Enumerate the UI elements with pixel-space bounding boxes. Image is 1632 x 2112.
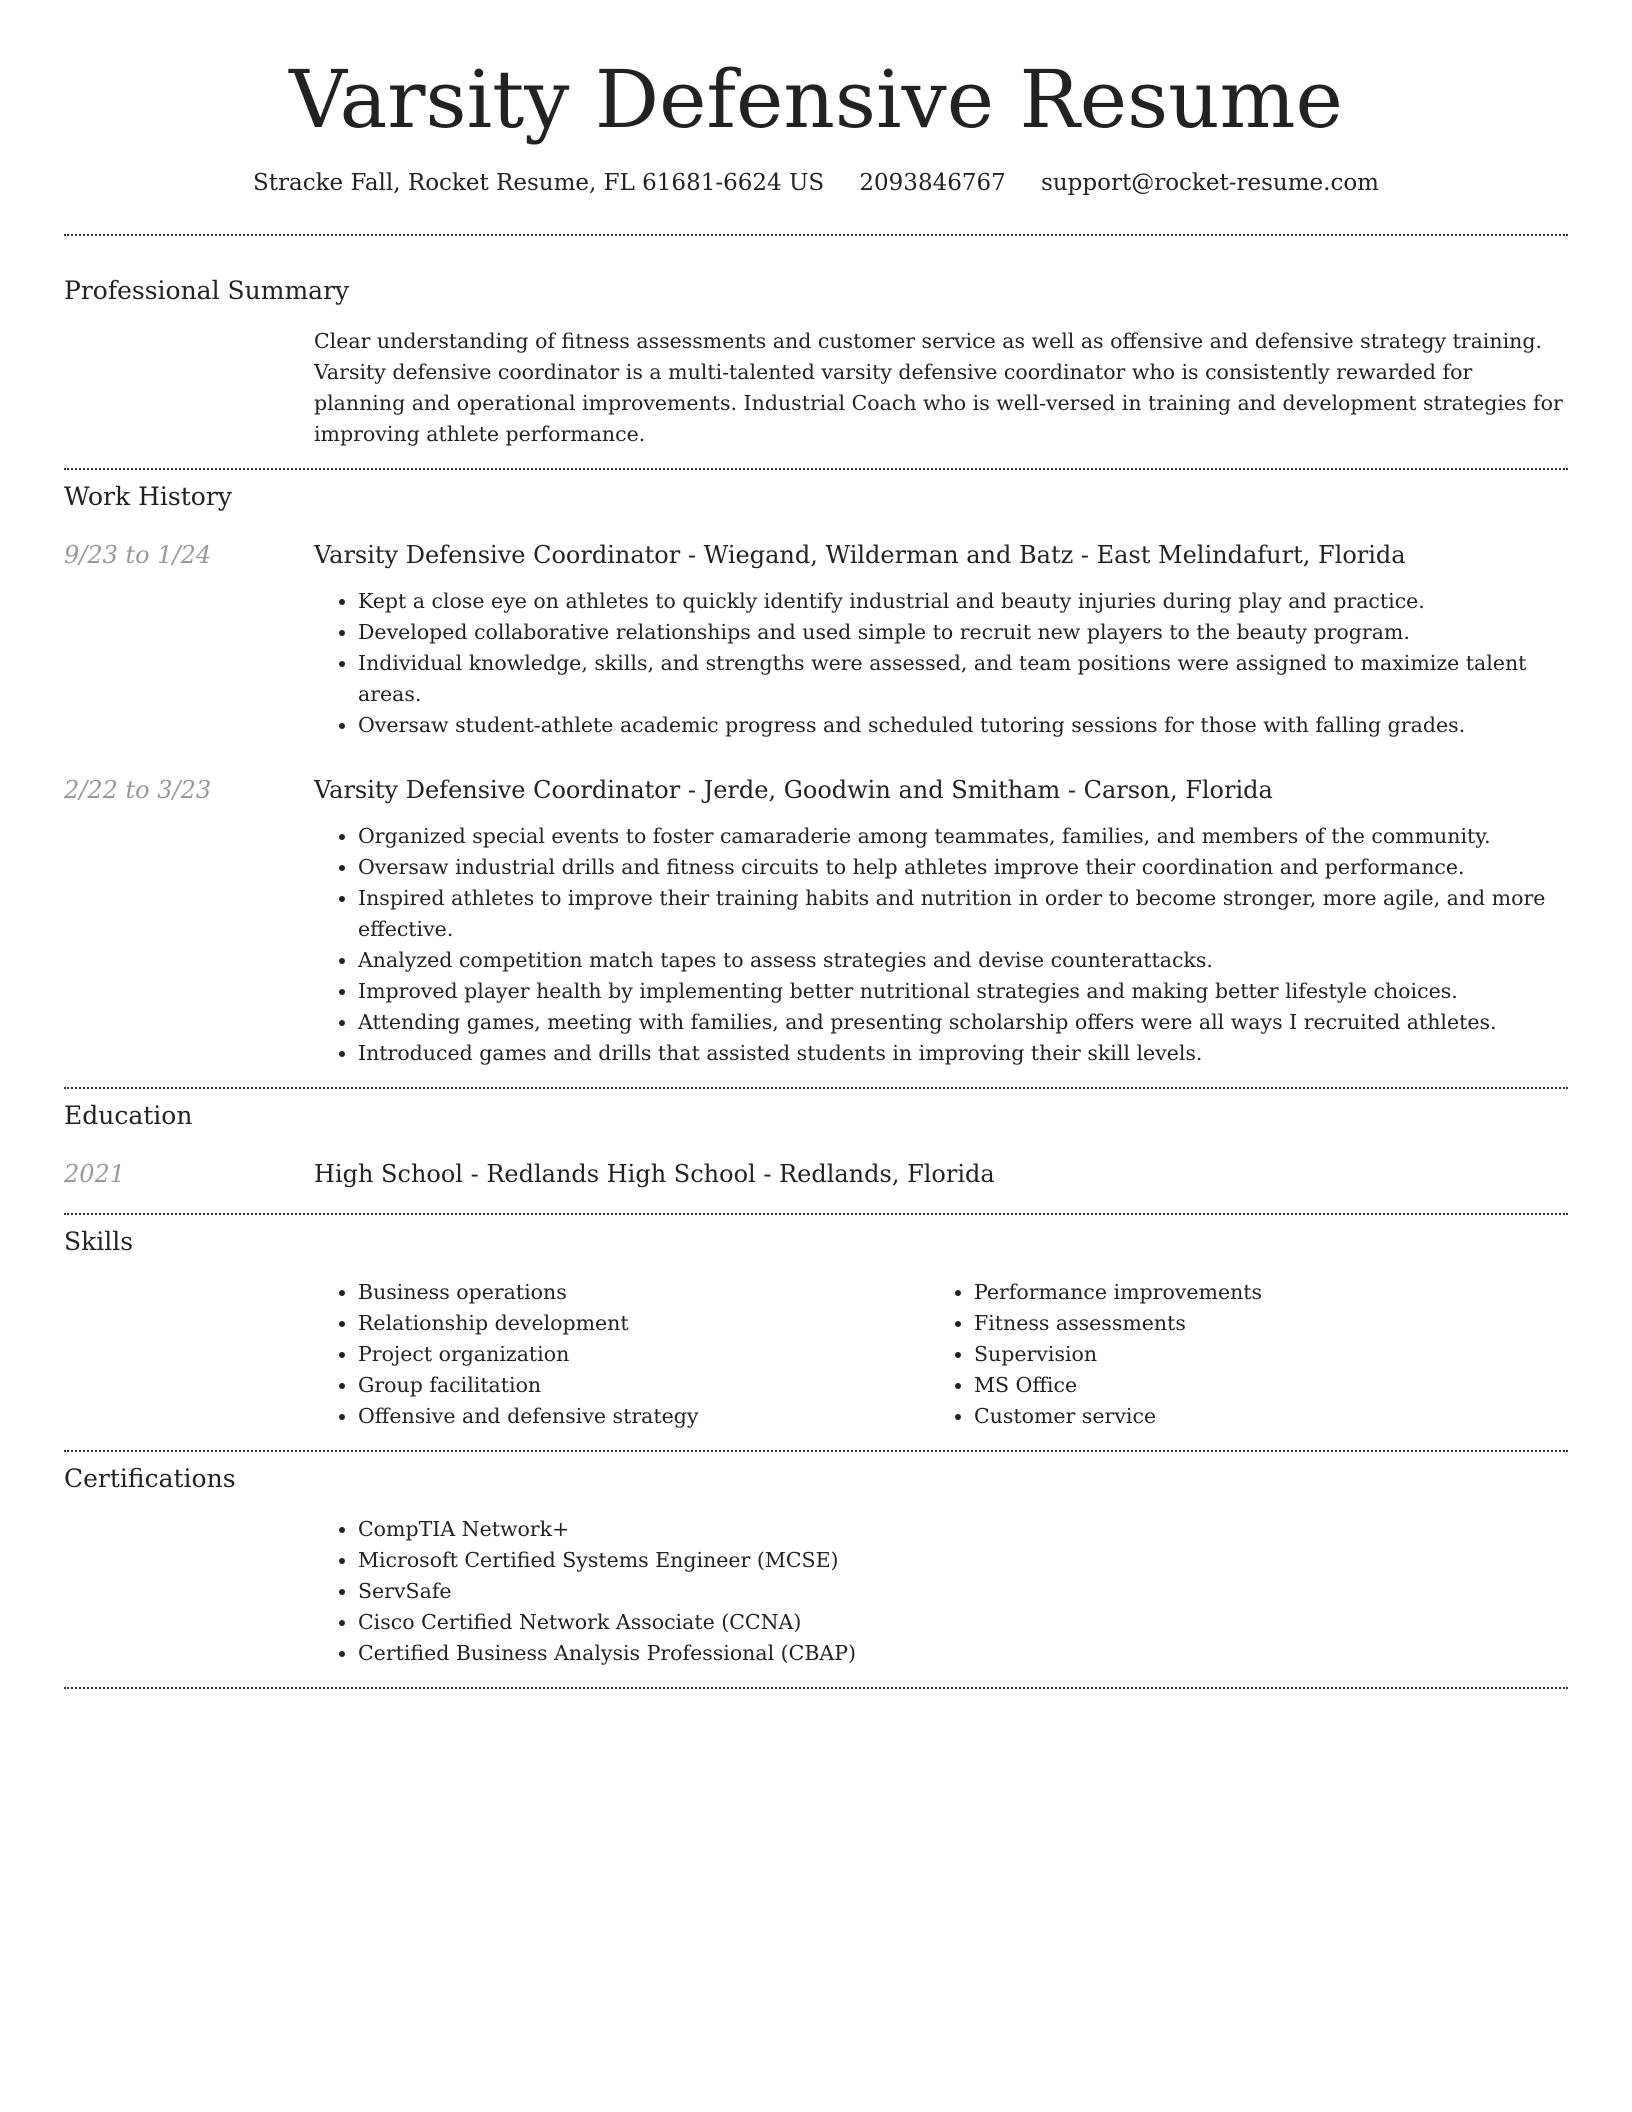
summary-section	[64, 274, 1568, 450]
job-heading: Varsity Defensive Coordinator - Wiegand, Wilderman and Batz - East Melindafurt, Florida	[314, 541, 1406, 569]
section-divider	[64, 234, 1568, 236]
list-item: • Fitness assessments	[974, 1308, 1546, 1339]
education-year: 2021	[64, 1160, 126, 1188]
work-history-heading: Work History	[64, 482, 232, 511]
job-bullets	[314, 586, 1568, 741]
list-item: • Cisco Certified Network Associate (CCNA)	[358, 1607, 1568, 1638]
list-item: • Inspired athletes to improve their training habits and nutrition in order to become stronger, more agile, and more effective.	[358, 883, 1568, 945]
skills-heading: Skills	[64, 1227, 134, 1256]
contact-email: support@rocket-resume.com	[1041, 170, 1379, 196]
list-item: • MS Office	[974, 1370, 1546, 1401]
resume-title: Varsity Defensive Resume	[289, 53, 1343, 146]
job-bullets	[314, 821, 1568, 1069]
summary-text: Clear understanding of fitness assessments and customer service as well as offensive and defensive strategy training. Varsity defensive coordinator is a multi-talented varsity defensive coordinator who is consistently rewarded for planning and operational improvements. Industrial Coach who is well-versed in training and development strategies for improving athlete performance.	[314, 329, 1563, 446]
list-item: • Oversaw student-athlete academic progress and scheduled tutoring sessions for those with falling grades.	[358, 710, 1568, 741]
section-divider	[64, 1087, 1568, 1089]
contact-address: Stracke Fall, Rocket Resume, FL 61681-6624 US	[253, 170, 825, 196]
list-item: • Introduced games and drills that assisted students in improving their skill levels.	[358, 1038, 1568, 1069]
skills-list-right	[930, 1277, 1546, 1432]
list-item: • Project organization	[358, 1339, 930, 1370]
list-item: • Organized special events to foster camaraderie among teammates, families, and members of the community.	[358, 821, 1568, 852]
summary-heading: Professional Summary	[64, 276, 350, 305]
list-item: • Oversaw industrial drills and fitness circuits to help athletes improve their coordination and performance.	[358, 852, 1568, 883]
job-dates: 9/23 to 1/24	[64, 541, 212, 569]
list-item: • Kept a close eye on athletes to quickly identify industrial and beauty injuries during play and practice.	[358, 586, 1568, 617]
certifications-section	[64, 1462, 1568, 1669]
skills-list-left	[314, 1277, 930, 1432]
work-history-section	[64, 480, 1568, 1069]
section-divider	[64, 1213, 1568, 1215]
list-item: • Performance improvements	[974, 1277, 1546, 1308]
list-item: • Offensive and defensive strategy	[358, 1401, 930, 1432]
section-divider	[64, 468, 1568, 470]
certifications-list	[314, 1514, 1568, 1669]
list-item: • Attending games, meeting with families, and presenting scholarship offers were all ways I recruited athletes.	[358, 1007, 1568, 1038]
list-item: • Developed collaborative relationships and used simple to recruit new players to the beauty program.	[358, 617, 1568, 648]
section-divider	[64, 1450, 1568, 1452]
list-item: • Certified Business Analysis Professional (CBAP)	[358, 1638, 1568, 1669]
certifications-heading: Certifications	[64, 1464, 236, 1493]
list-item: • Analyzed competition match tapes to assess strategies and devise counterattacks.	[358, 945, 1568, 976]
list-item: • Group facilitation	[358, 1370, 930, 1401]
list-item: • Customer service	[974, 1401, 1546, 1432]
resume-page	[64, 0, 1568, 1689]
list-item: • Relationship development	[358, 1308, 930, 1339]
list-item: • Supervision	[974, 1339, 1546, 1370]
list-item: • Business operations	[358, 1277, 930, 1308]
education-heading: Education	[64, 1101, 193, 1130]
job-entry	[64, 773, 1568, 1069]
job-entry	[64, 538, 1568, 741]
section-divider	[64, 1687, 1568, 1689]
list-item: • ServSafe	[358, 1576, 1568, 1607]
list-item: • Microsoft Certified Systems Engineer (MCSE)	[358, 1545, 1568, 1576]
list-item: • Improved player health by implementing better nutritional strategies and making better lifestyle choices.	[358, 976, 1568, 1007]
education-entry: High School - Redlands High School - Redlands, Florida	[314, 1160, 995, 1188]
education-section	[64, 1099, 1568, 1191]
contact-phone: 2093846767	[859, 170, 1006, 196]
list-item: • Individual knowledge, skills, and strengths were assessed, and team positions were assigned to maximize talent areas.	[358, 648, 1568, 710]
contact-line	[64, 166, 1568, 200]
job-dates: 2/22 to 3/23	[64, 776, 212, 804]
list-item: • CompTIA Network+	[358, 1514, 1568, 1545]
job-heading: Varsity Defensive Coordinator - Jerde, Goodwin and Smitham - Carson, Florida	[314, 776, 1273, 804]
skills-section	[64, 1225, 1568, 1432]
